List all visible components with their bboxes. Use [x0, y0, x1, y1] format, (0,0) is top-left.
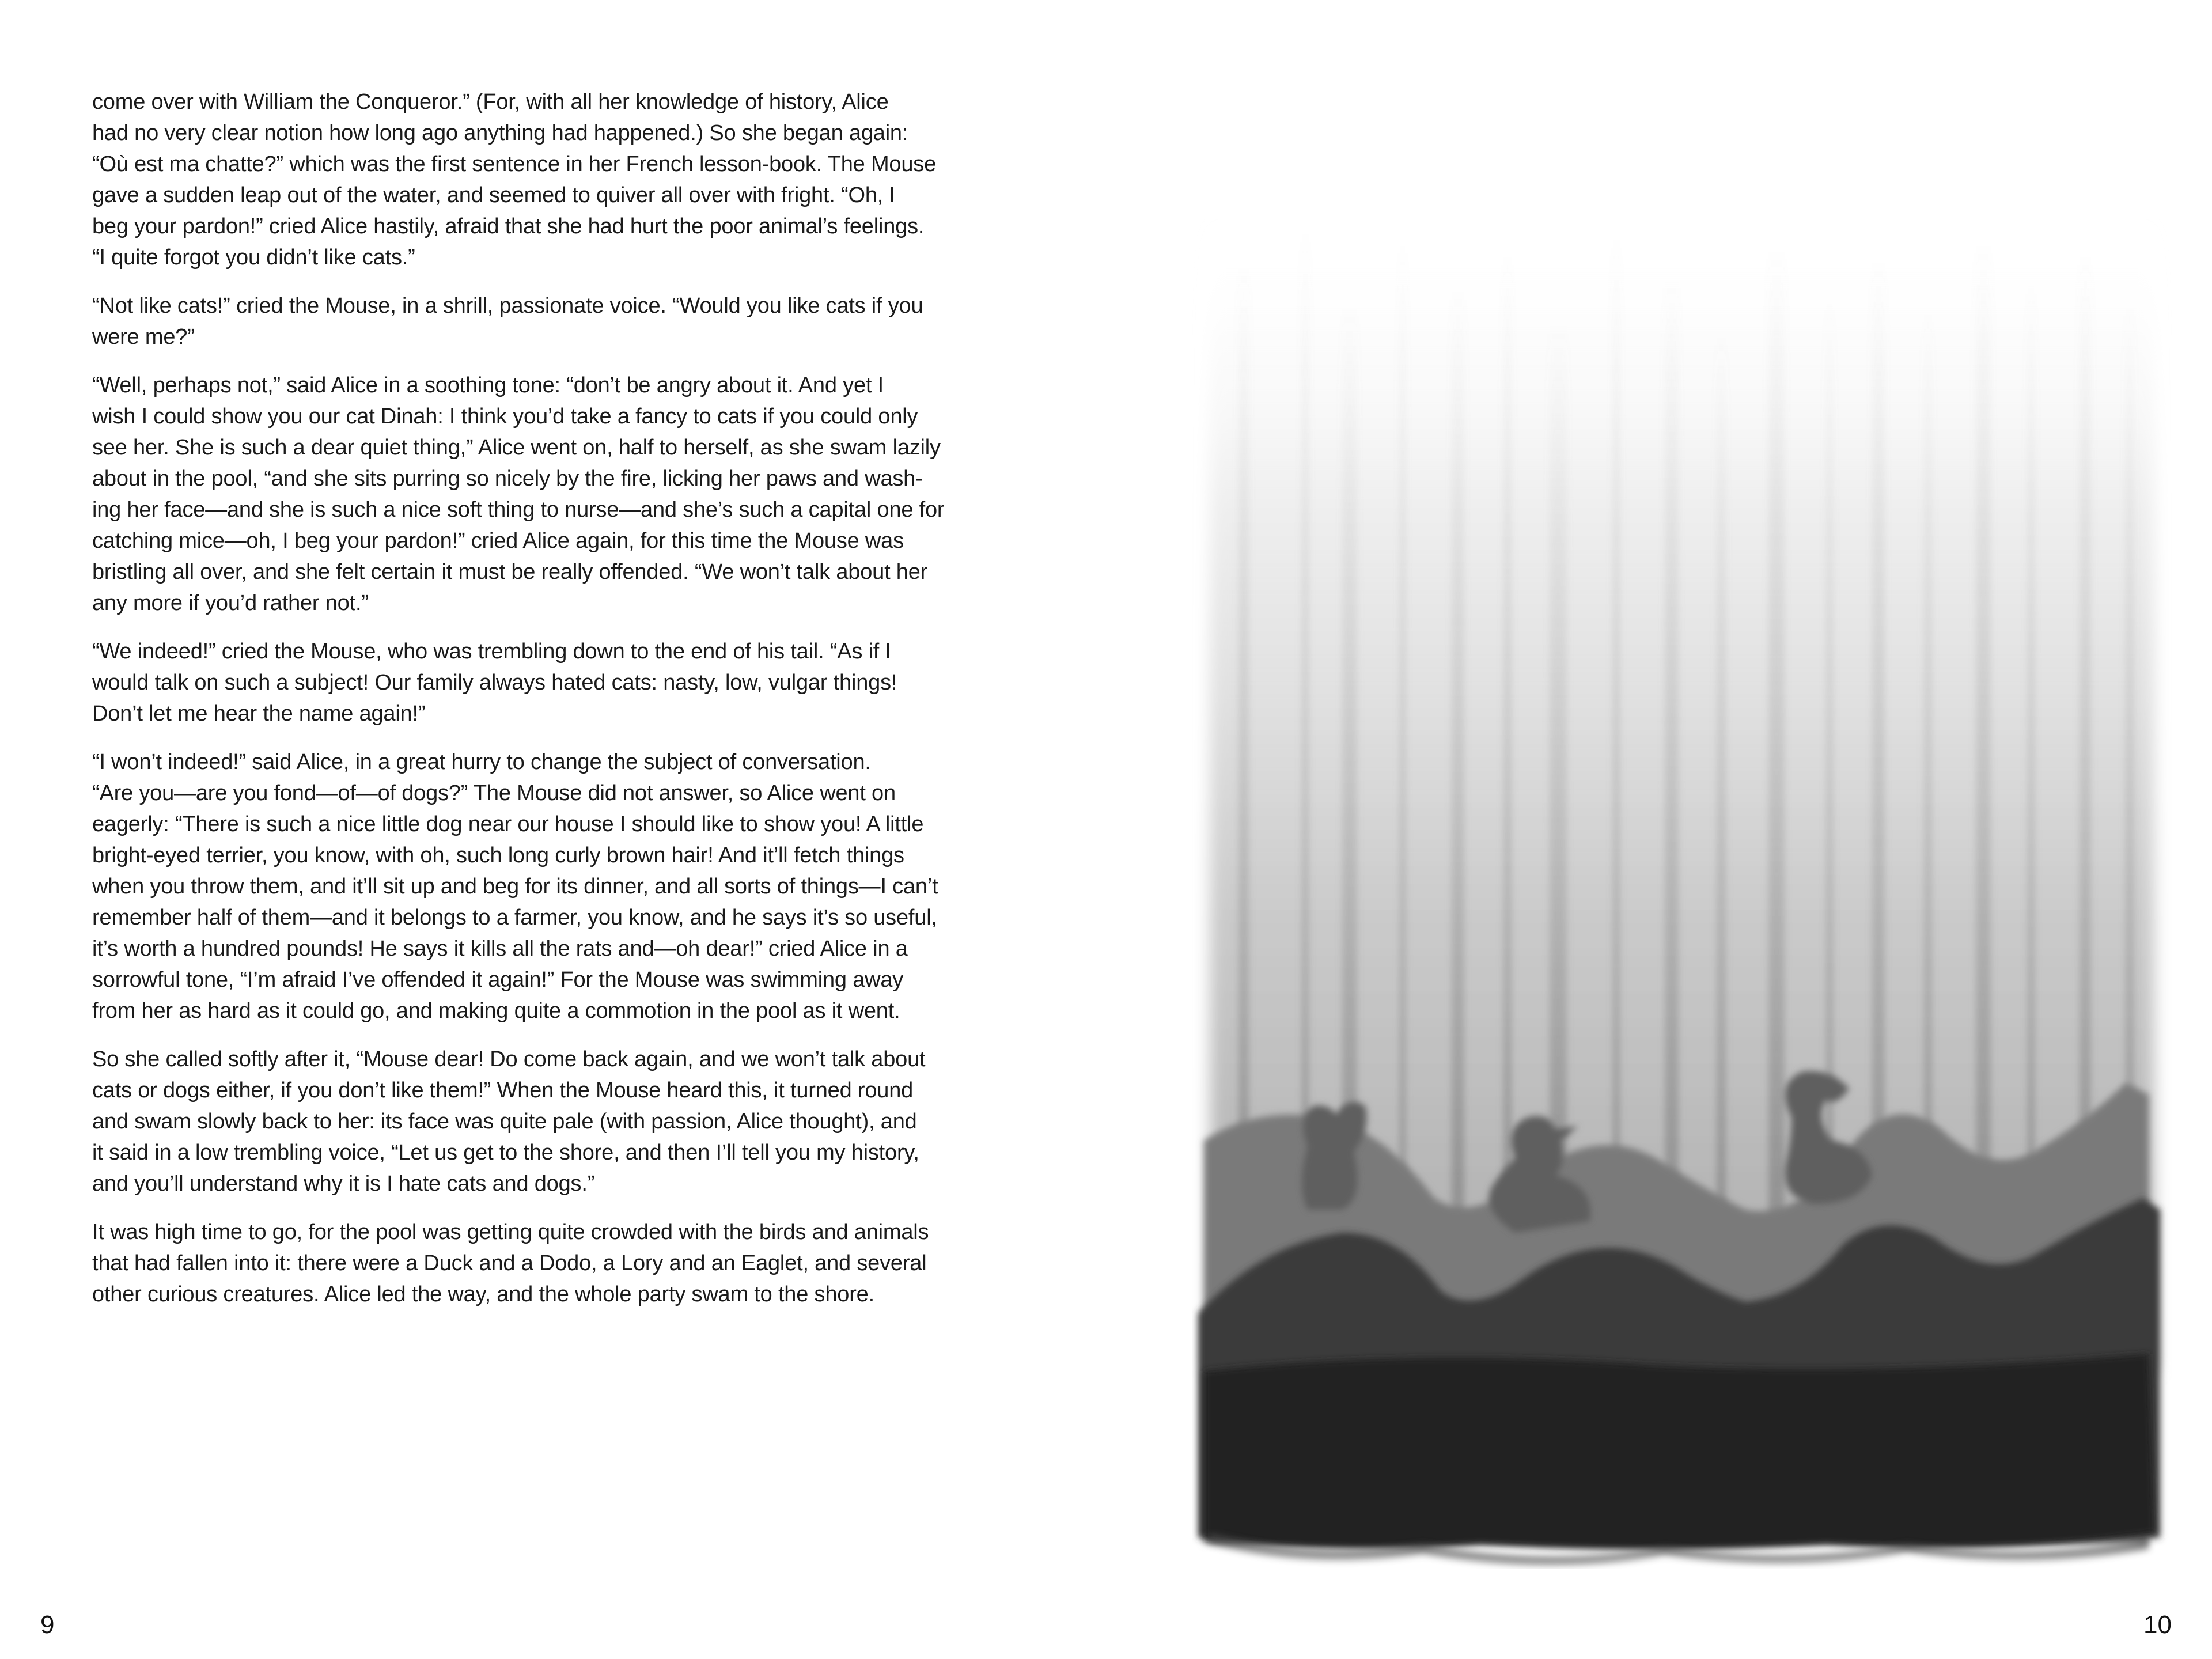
text-line: “Où est ma chatte?” which was the first sentence in her French lesson-book. The Mouse	[92, 152, 937, 176]
paragraph	[92, 290, 988, 353]
paragraph	[92, 86, 988, 273]
text-line: remember half of them—and it belongs to a farmer, you know, and he says it’s so useful,	[92, 906, 937, 930]
text-line: cats or dogs either, if you don’t like them!” When the Mouse heard this, it turned round	[92, 1078, 914, 1103]
text-line: wish I could show you our cat Dinah: I think you’d take a fancy to cats if you could only	[92, 404, 918, 429]
paragraph	[92, 1217, 988, 1310]
text-line: “We indeed!” cried the Mouse, who was trembling down to the end of his tail. “As if I	[92, 639, 891, 664]
text-line: gave a sudden leap out of the water, and seemed to quiver all over with fright. “Oh, I	[92, 183, 895, 207]
paragraph	[92, 636, 988, 729]
text-line: that had fallen into it: there were a Duck and a Dodo, a Lory and an Eaglet, and several	[92, 1251, 927, 1275]
text-line: “I won’t indeed!” said Alice, in a great hurry to change the subject of conversation.	[92, 750, 871, 774]
text-line: “I quite forgot you didn’t like cats.”	[92, 245, 415, 270]
paragraph	[92, 1044, 988, 1199]
ink-wash-painting	[1192, 219, 2172, 1601]
paragraph	[92, 747, 988, 1027]
text-line: when you throw them, and it’ll sit up and beg for its dinner, and all sorts of things—I can’t	[92, 874, 938, 899]
text-line: any more if you’d rather not.”	[92, 591, 369, 615]
text-line: “Not like cats!” cried the Mouse, in a shrill, passionate voice. “Would you like cats if you	[92, 294, 923, 318]
text-line: had no very clear notion how long ago anything had happened.) So she began again:	[92, 121, 908, 145]
text-line: and swam slowly back to her: its face was quite pale (with passion, Alice thought), and	[92, 1109, 917, 1134]
text-line: and you’ll understand why it is I hate cats and dogs.”	[92, 1172, 595, 1196]
text-line: come over with William the Conqueror.” (For, with all her knowledge of history, Alice	[92, 90, 889, 114]
text-line: sorrowful tone, “I’m afraid I’ve offended it again!” For the Mouse was swimming away	[92, 968, 904, 992]
text-line: Don’t let me hear the name again!”	[92, 702, 426, 726]
paragraph	[92, 370, 988, 619]
text-line: eagerly: “There is such a nice little dog near our house I should like to show you! A little	[92, 812, 924, 836]
text-line: see her. She is such a dear quiet thing,” Alice went on, half to herself, as she swam lazily	[92, 435, 941, 460]
text-line: it said in a low trembling voice, “Let us get to the shore, and then I’ll tell you my history,	[92, 1141, 919, 1165]
text-line: from her as hard as it could go, and making quite a commotion in the pool as it went.	[92, 999, 900, 1023]
text-line: would talk on such a subject! Our family always hated cats: nasty, low, vulgar things!	[92, 671, 897, 695]
text-line: it’s worth a hundred pounds! He says it kills all the rats and—oh dear!” cried Alice in a	[92, 937, 908, 961]
text-line: about in the pool, “and she sits purring so nicely by the fire, licking her paws and wash-	[92, 467, 923, 491]
text-line: “Well, perhaps not,” said Alice in a soothing tone: “don’t be angry about it. And yet I	[92, 373, 884, 397]
text-line: So she called softly after it, “Mouse dear! Do come back again, and we won’t talk about	[92, 1047, 926, 1071]
text-line: other curious creatures. Alice led the way, and the whole party swam to the shore.	[92, 1282, 874, 1306]
text-line: ing her face—and she is such a nice soft thing to nurse—and she’s such a capital one for	[92, 498, 945, 522]
page-number: 9	[40, 1611, 55, 1639]
text-line: catching mice—oh, I beg your pardon!” cried Alice again, for this time the Mouse was	[92, 529, 904, 553]
pool-illustration	[1192, 219, 2172, 1601]
text-body	[92, 86, 988, 1327]
page-number: 10	[2143, 1611, 2172, 1639]
text-line: were me?”	[92, 325, 195, 349]
text-line: bristling all over, and she felt certain it must be really offended. “We won’t talk about her	[92, 560, 928, 584]
text-line: beg your pardon!” cried Alice hastily, afraid that she had hurt the poor animal’s feelings.	[92, 214, 925, 238]
text-line: “Are you—are you fond—of—of dogs?” The Mouse did not answer, so Alice went on	[92, 781, 896, 805]
text-line: bright-eyed terrier, you know, with oh, such long curly brown hair! And it’ll fetch things	[92, 843, 904, 868]
text-line: It was high time to go, for the pool was getting quite crowded with the birds and animals	[92, 1220, 929, 1244]
